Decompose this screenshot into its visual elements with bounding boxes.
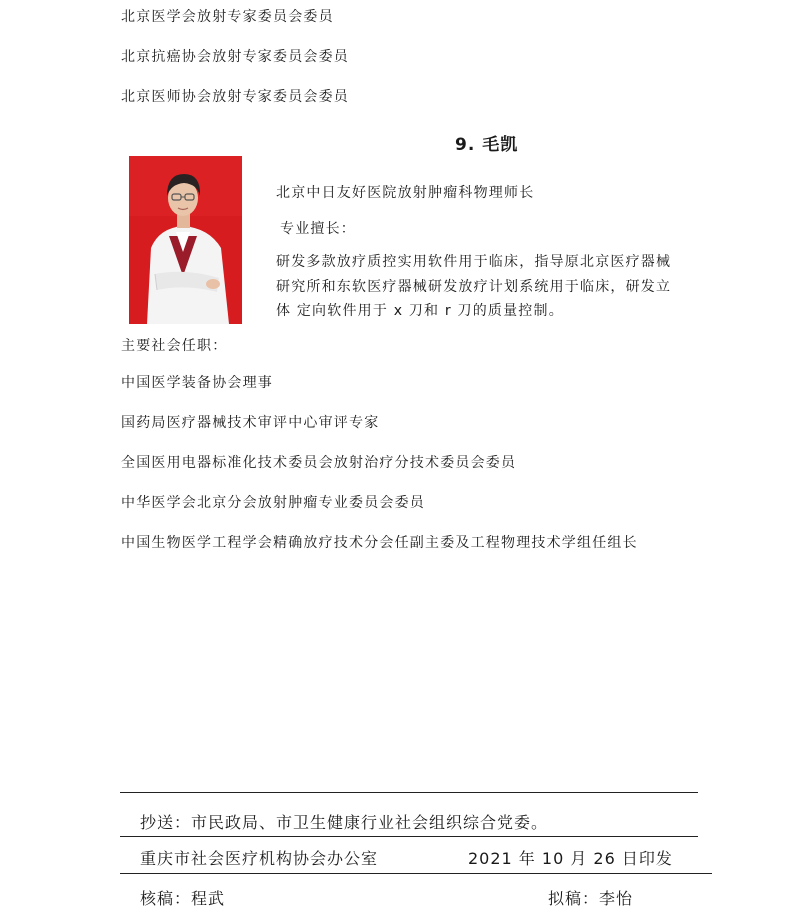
- specialty-label: 专业擅长：: [280, 221, 356, 237]
- footer-divider-bottom: [120, 873, 712, 874]
- social-item: 中国生物医学工程学会精确放疗技术分会任副主委及工程物理技术学组任组长: [121, 535, 638, 551]
- role-line: 北京医师协会放射专家委员会委员: [121, 89, 349, 105]
- footer-divider-top: [120, 792, 698, 793]
- person-title: 北京中日友好医院放射肿瘤科物理师长: [276, 185, 535, 201]
- social-item: 全国医用电器标准化技术委员会放射治疗分技术委员会委员: [121, 455, 517, 471]
- footer-drafter: 拟稿：李怡: [548, 889, 634, 908]
- footer-date: 2021 年 10 月 26 日印发: [468, 849, 673, 868]
- person-heading: 9. 毛凯: [455, 135, 519, 155]
- specialty-line: 体 定向软件用于 x 刀和 r 刀的质量控制。: [276, 303, 564, 319]
- role-line: 北京抗癌协会放射专家委员会委员: [121, 49, 349, 65]
- specialty-line: 研究所和东软医疗器械研发放疗计划系统用于临床，研发立: [276, 279, 672, 295]
- portrait-figure: [129, 156, 242, 324]
- social-item: 国药局医疗器械技术审评中心审评专家: [121, 415, 380, 431]
- specialty-line: 研发多款放疗质控实用软件用于临床，指导原北京医疗器械: [276, 254, 672, 270]
- social-item: 中国医学装备协会理事: [121, 375, 273, 391]
- social-item: 中华医学会北京分会放射肿瘤专业委员会委员: [121, 495, 425, 511]
- footer-divider-middle: [120, 836, 698, 837]
- footer-cc: 抄送：市民政局、市卫生健康行业社会组织综合党委。: [140, 813, 549, 832]
- portrait-photo: [129, 156, 242, 324]
- footer-reviewer: 核稿：程武: [140, 889, 226, 908]
- social-label: 主要社会任职：: [121, 338, 228, 354]
- footer-issuer: 重庆市社会医疗机构协会办公室: [140, 849, 379, 868]
- role-line: 北京医学会放射专家委员会委员: [121, 9, 334, 25]
